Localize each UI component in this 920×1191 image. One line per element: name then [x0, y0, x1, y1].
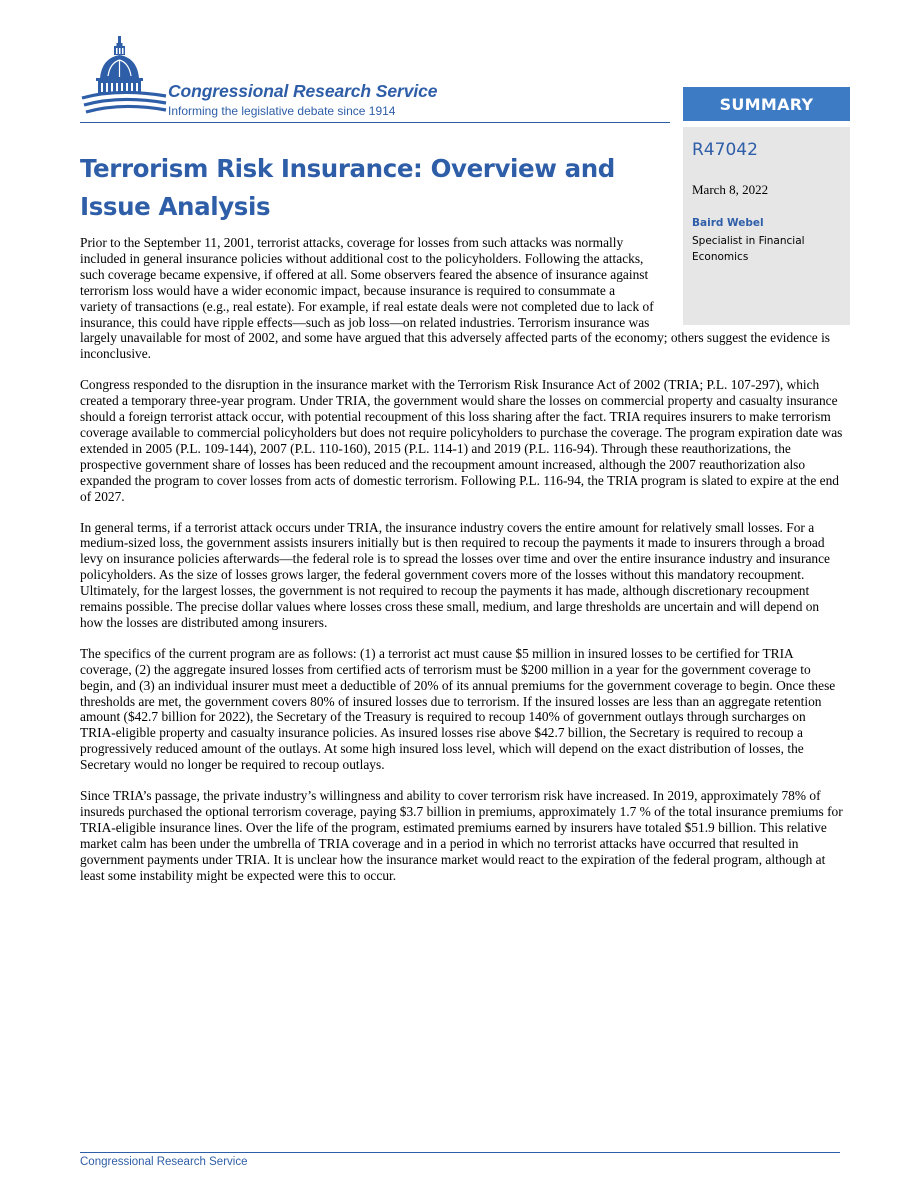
footer-divider [80, 1152, 840, 1153]
body-paragraph: Since TRIA’s passage, the private industry’s willingness and ability to cover terrorism risk have increased. In 2019, approximately 78% of insureds purchased the optional terrorism coverage, paying $3.7 billion in premiums, approximately 1.7 % of the total insurance premiums for TRIA-eligible insurance lines. Over the life of the program, estimated premiums earned by insurers have totaled $51.9 billion. This relative market calm has been under the umbrella of TRIA coverage and in a period in which no terrorist attacks have occurred that resulted in government payments under TRIA. It is unclear how the insurance market would react to the expiration of the federal program, although at least some instability might be expected were this to occur. [80, 788, 843, 883]
org-tagline: Informing the legislative debate since 1914 [168, 104, 396, 118]
capitol-dome-icon [78, 32, 168, 122]
summary-body [80, 235, 844, 899]
body-paragraph: Congress responded to the disruption in the insurance market with the Terrorism Risk Insurance Act of 2002 (TRIA; P.L. 107-297), which created a temporary three-year program. Under TRIA, the government would share the losses on commercial property and casualty insurance should a foreign terrorist attack occur, with potential recoupment of this loss sharing after the fact. TRIA requires insurers to make terrorism coverage available to commercial policyholders but does not require policyholders to purchase the coverage. The program expiration date was extended in 2005 (P.L. 109-144), 2007 (P.L. 110-160), 2015 (P.L. 114-1) and 2019 (P.L. 116-94). Through these reauthorizations, the prospective government share of losses has been reduced and the recoupment amount increased, although the 2007 reauthorization also expanded the program to cover losses from acts of domestic terrorism. Following P.L. 116-94, the TRIA program is slated to expire at the end of 2027. [80, 377, 843, 504]
report-number: R47042 [692, 140, 758, 160]
crs-logo [78, 32, 678, 124]
body-paragraph: Prior to the September 11, 2001, terrorist attacks, coverage for losses from such attacks was normally included in general insurance policies without additional cost to the policyholders. Following the attacks, such coverage became expensive, if offered at all. Some observers feared the absence of insurance against terrorism loss would have a wider economic impact, because insurance is required to consummate a variety of transactions (e.g., real estate). For example, if real estate deals were not completed due to lack of insurance, this could have ripple effects—such as job loss—on related industries. Terrorism insurance was largely unavailable for most of 2002, and some have argued that this adversely affected parts of the economy; others suggest the evidence is inconclusive. [80, 235, 831, 362]
report-date: March 8, 2022 [692, 182, 769, 197]
header-divider [80, 122, 670, 123]
footer-org-name: Congressional Research Service [80, 1156, 248, 1168]
sidebar-wrap-spacer [654, 235, 844, 330]
org-name: Congressional Research Service [168, 81, 438, 101]
body-paragraph: In general terms, if a terrorist attack occurs under TRIA, the insurance industry covers the entire amount for relatively small losses. For a medium-sized loss, the government assists insurers initially but is then required to recoup the payments it made to insurers through a broad levy on insurance policies afterwards—the federal role is to spread the losses over time and over the entire insurance industry and insurance policyholders. As the size of losses grows larger, the federal government covers more of the losses without this mandatory recoupment. Ultimately, for the largest losses, the government is not required to recoup the payments it has made, although discretionary recoupment remains possible. The precise dollar values where losses cross these small, medium, and large thresholds are uncertain and will depend on how the losses are distributed among insurers. [80, 519, 830, 630]
sidebar-heading: SUMMARY [683, 87, 850, 121]
body-paragraph: The specifics of the current program are as follows: (1) a terrorist act must cause $5 million in insured losses to be certified for TRIA coverage, (2) the aggregate insured losses from certified acts of terrorism must be $200 million in a year for the government coverage to begin, and (3) an individual insurer must meet a deductible of 20% of its annual premiums for the government coverage to begin. Once these thresholds are met, the government covers 80% of insured losses due to terrorism. If the insured losses are less than an aggregate retention amount ($42.7 billion for 2022), the Secretary of the Treasury is required to recoup 140% of government outlays through surcharges on TRIA-eligible property and casualty insurance policies. As insured losses rise above $42.7 billion, the Secretary is required to recoup a progressively reduced amount of the outlays. At some high insured loss level, which will depend on the exact distribution of losses, the Secretary would no longer be required to recoup outlays. [80, 645, 836, 773]
document-title: Terrorism Risk Insurance: Overview and Issue Analysis [80, 154, 615, 221]
author-name: Baird Webel [692, 217, 764, 229]
author-title: Specialist in Financial Economics [692, 235, 805, 263]
